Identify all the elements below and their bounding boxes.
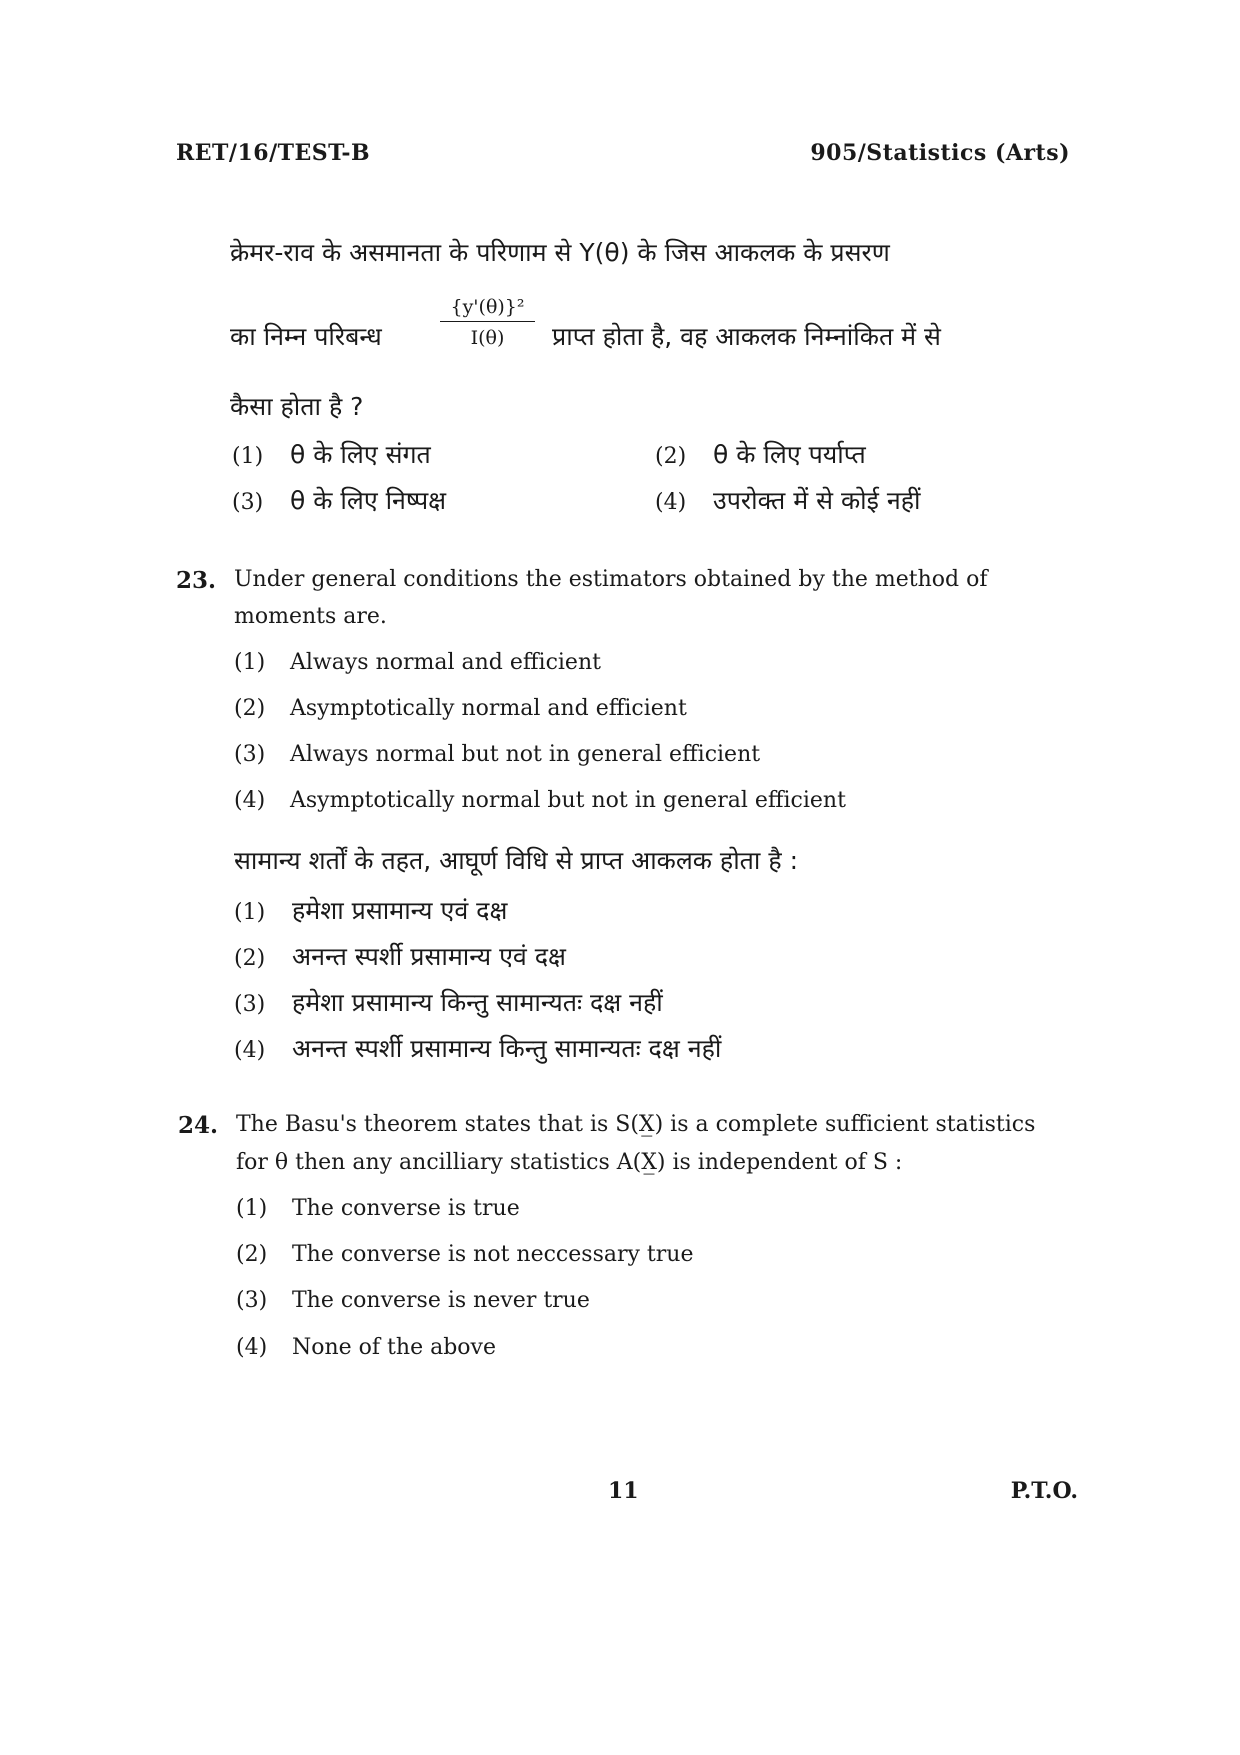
q22-hindi-line3: कैसा होता है ? [230, 392, 364, 421]
q23-hindi-option-2 [234, 942, 566, 972]
q23-text-line2: moments are. [234, 604, 387, 629]
q24-option-2 [236, 1242, 693, 1268]
option-text: Always normal but not in general efficient [290, 742, 761, 767]
q22-hindi-line2-pre: का निम्न परिबन्ध [230, 322, 382, 351]
q24-option-4 [236, 1335, 496, 1361]
q23-hindi-option-1 [234, 896, 507, 926]
q22-option-2 [655, 440, 866, 470]
option-text: None of the above [292, 1335, 496, 1360]
option-text: अनन्त स्पर्शी प्रसामान्य एवं दक्ष [292, 942, 566, 971]
subject-title: 905/Statistics (Arts) [810, 140, 1070, 166]
option-text: उपरोक्त में से कोई नहीं [713, 486, 921, 515]
q23-hindi-option-4 [234, 1034, 721, 1064]
option-number: (4) [234, 788, 266, 813]
q23-text-line1: Under general conditions the estimators obtained by the method of [234, 567, 988, 592]
paper-code: RET/16/TEST-B [176, 140, 371, 166]
option-number: (3) [232, 490, 264, 515]
cramer-rao-fraction [440, 296, 535, 349]
option-number: (4) [655, 490, 687, 515]
option-text: हमेशा प्रसामान्य एवं दक्ष [292, 896, 508, 925]
option-text: Asymptotically normal and efficient [290, 696, 687, 721]
option-number: (4) [236, 1335, 268, 1360]
q23-option-1 [234, 650, 601, 676]
option-number: (2) [234, 946, 266, 971]
option-number: (1) [232, 444, 264, 469]
question-number-23: 23. [176, 567, 217, 594]
q24-text-line2: for θ then any ancilliary statistics A(X̲) is independent of S : [236, 1150, 903, 1175]
option-text: θ के लिए संगत [290, 440, 431, 469]
option-number: (1) [234, 650, 266, 675]
page-number: 11 [608, 1478, 639, 1504]
question-number-24: 24. [178, 1112, 219, 1139]
option-text: The converse is true [292, 1196, 520, 1221]
option-text: θ के लिए निष्पक्ष [290, 486, 447, 515]
option-number: (4) [234, 1038, 266, 1063]
option-text: The converse is never true [292, 1288, 590, 1313]
option-number: (3) [234, 742, 266, 767]
option-number: (2) [655, 444, 687, 469]
option-text: Always normal and efficient [290, 650, 601, 675]
option-text: The converse is not neccessary true [292, 1242, 694, 1267]
option-number: (2) [234, 696, 266, 721]
q23-hindi-text: सामान्य शर्तों के तहत, आघूर्ण विधि से प्राप्त आकलक होता है : [234, 846, 798, 875]
option-text: Asymptotically normal but not in general efficient [290, 788, 846, 813]
q22-hindi-line2-post: प्राप्त होता है, वह आकलक निम्नांकित में से [552, 322, 941, 351]
q24-text-line1: The Basu's theorem states that is S(X̲) is a complete sufficient statistics [236, 1112, 1036, 1137]
q22-option-1 [232, 440, 431, 470]
fraction-denominator: I(θ) [470, 327, 505, 349]
please-turn-over: P.T.O. [1010, 1478, 1078, 1504]
option-text: अनन्त स्पर्शी प्रसामान्य किन्तु सामान्यतः दक्ष नहीं [292, 1034, 722, 1063]
q23-hindi-option-3 [234, 988, 663, 1018]
q22-option-3 [232, 486, 446, 516]
option-number: (1) [234, 900, 266, 925]
q22-option-4 [655, 486, 920, 516]
option-text: हमेशा प्रसामान्य किन्तु सामान्यतः दक्ष नहीं [292, 988, 663, 1017]
option-number: (2) [236, 1242, 268, 1267]
option-number: (3) [236, 1288, 268, 1313]
option-number: (3) [234, 992, 266, 1017]
fraction-numerator: {y'(θ)}² [440, 296, 535, 322]
option-text: θ के लिए पर्याप्त [713, 440, 866, 469]
q24-option-1 [236, 1196, 520, 1222]
q23-option-4 [234, 788, 846, 814]
option-number: (1) [236, 1196, 268, 1221]
q24-option-3 [236, 1288, 590, 1314]
q23-option-3 [234, 742, 760, 768]
q22-hindi-line1: क्रेमर-राव के असमानता के परिणाम से Y(θ) के जिस आकलक के प्रसरण [230, 238, 890, 267]
q23-option-2 [234, 696, 687, 722]
